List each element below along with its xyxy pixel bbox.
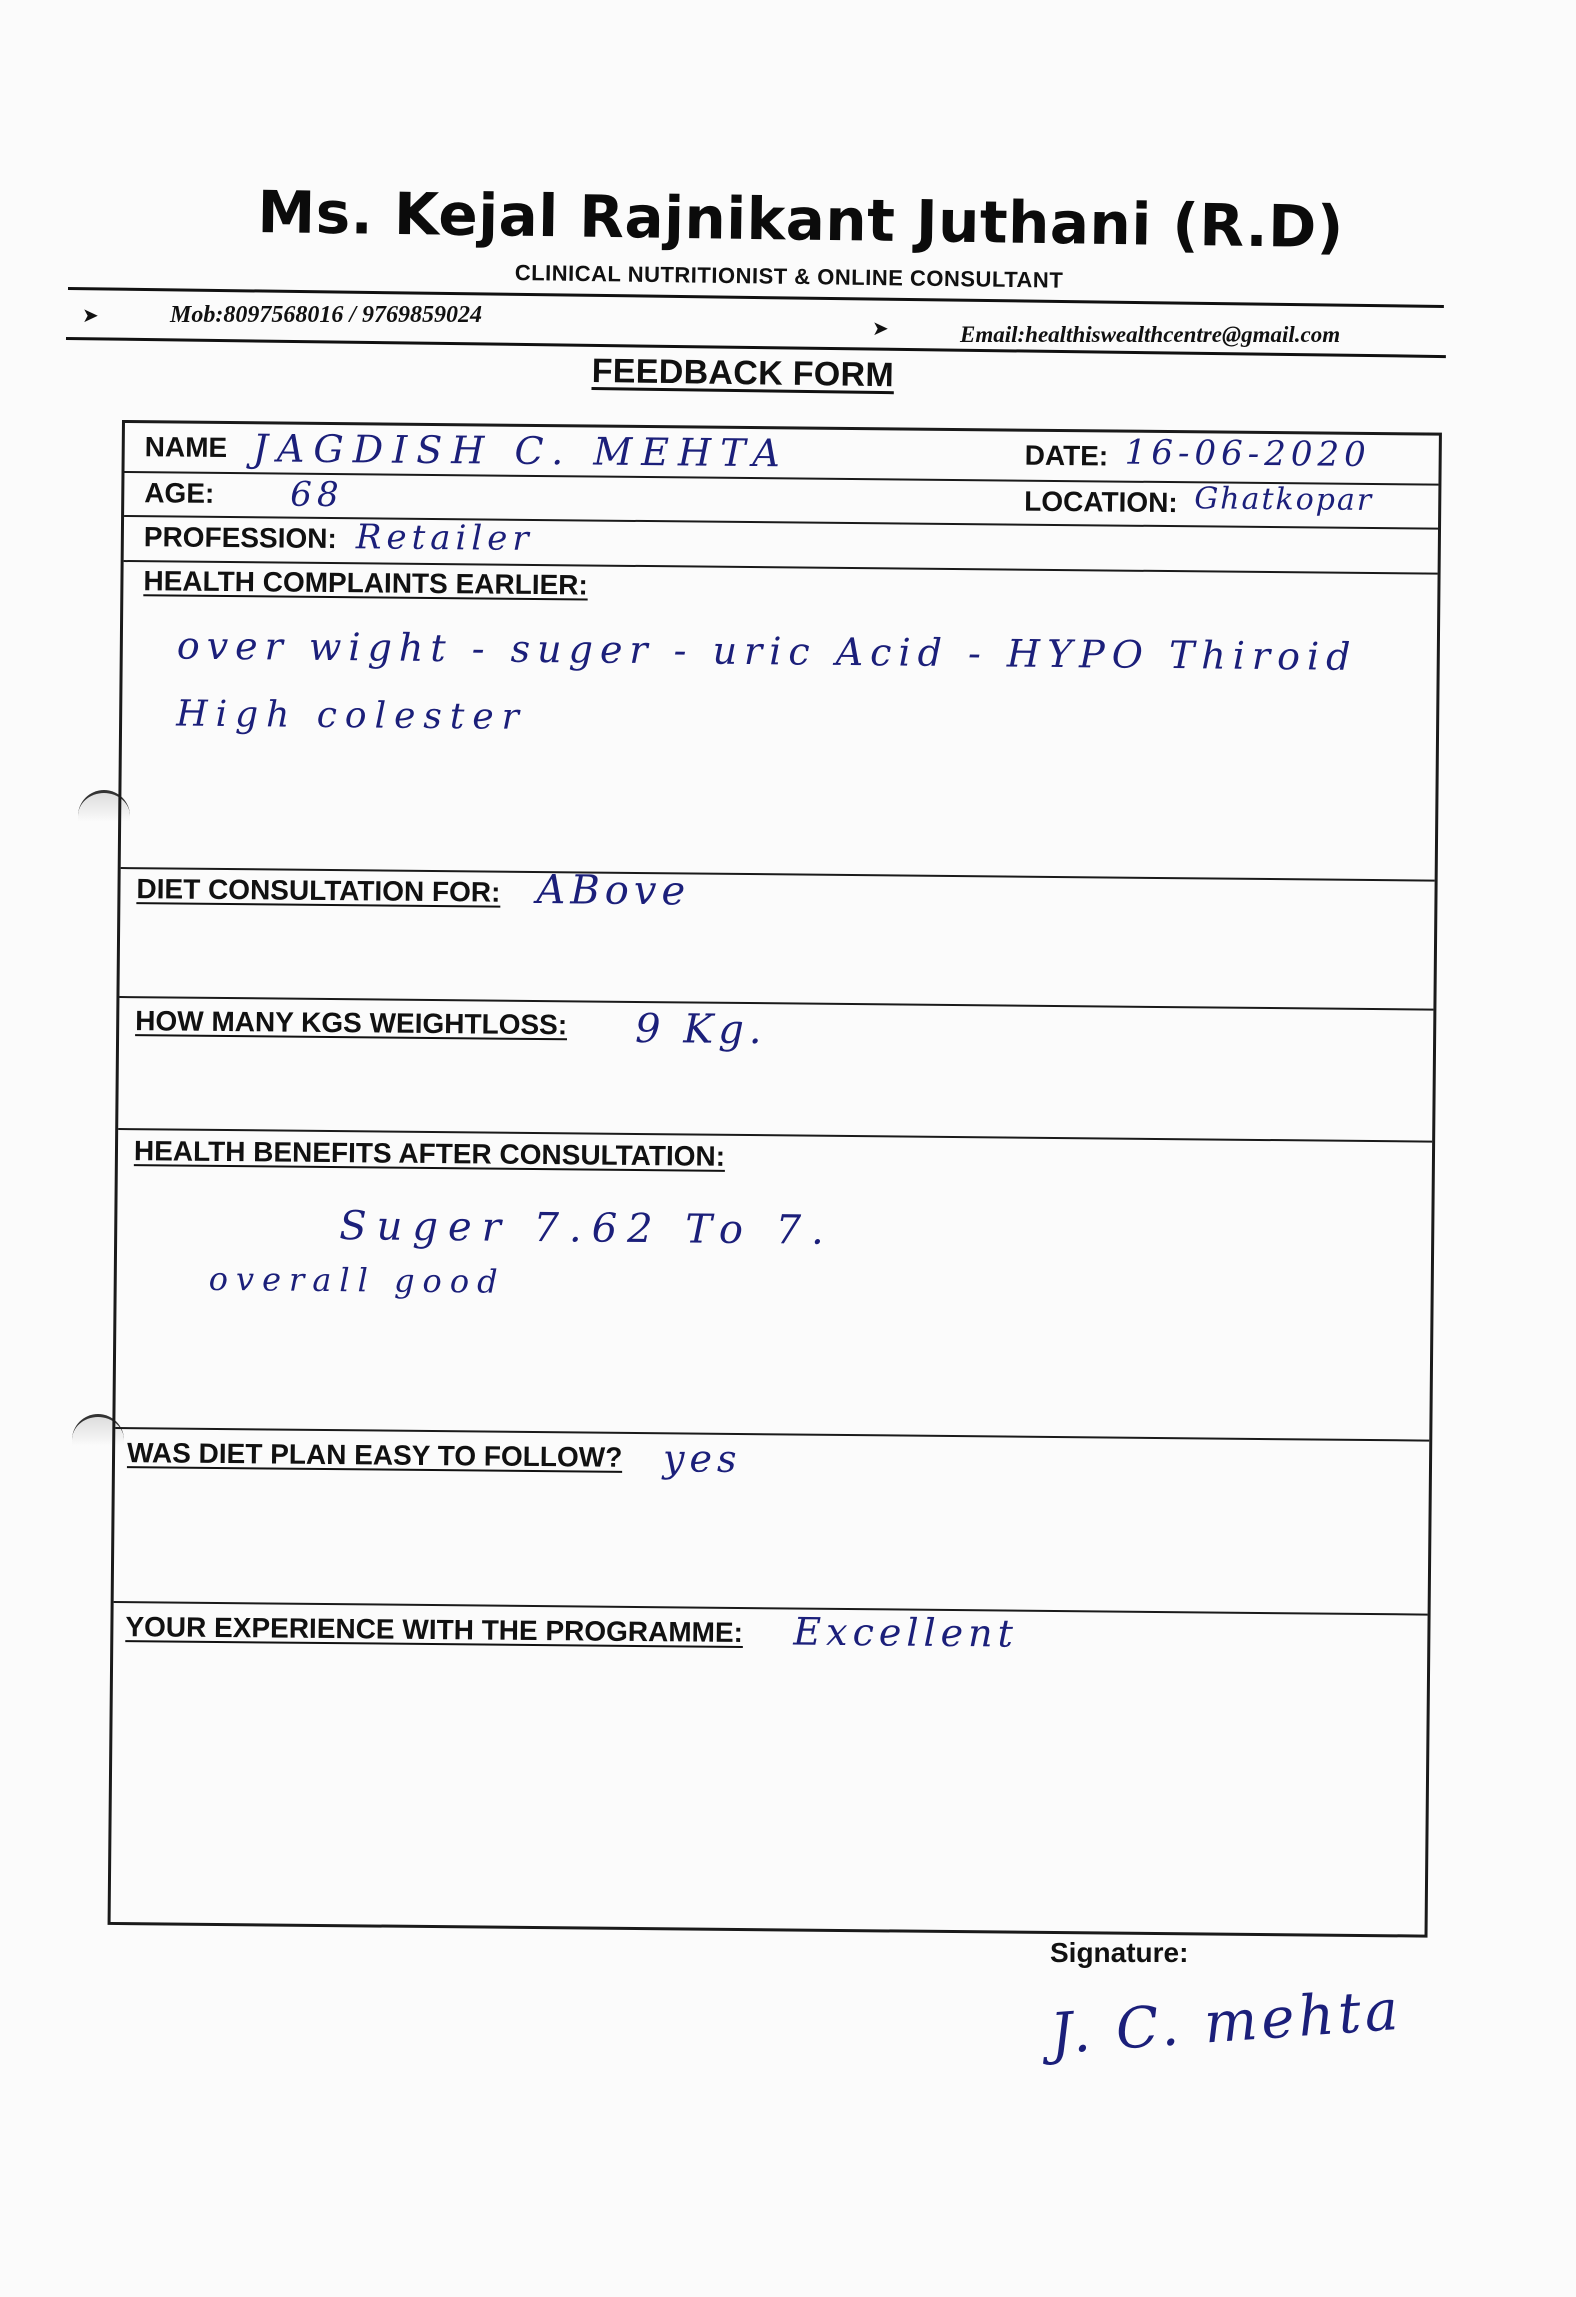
easy-to-follow-label: WAS DIET PLAN EASY TO FOLLOW? [126, 1437, 623, 1473]
consultant-subtitle: CLINICAL NUTRITIONIST & ONLINE CONSULTANT [514, 260, 1064, 293]
benefits-label: HEALTH BENEFITS AFTER CONSULTATION: [133, 1135, 726, 1172]
signature-label: Signature: [1050, 1937, 1189, 1968]
date-label: DATE: [1024, 439, 1109, 472]
complaints-line-2: High colester [175, 693, 528, 738]
mobile-numbers: Mob:8097568016 / 9769859024 [170, 302, 482, 328]
name-label: NAME [144, 431, 228, 464]
age-value: 68 [290, 474, 344, 516]
profession-label: PROFESSION: [143, 521, 337, 555]
experience-value: Excellent [793, 1609, 1019, 1656]
bullet-arrow-icon: ➤ [82, 305, 99, 327]
bullet-arrow-icon: ➤ [872, 318, 889, 340]
benefits-line-2: overall good [208, 1259, 506, 1301]
experience-label: YOUR EXPERIENCE WITH THE PROGRAMME: [125, 1611, 744, 1649]
age-label: AGE: [144, 477, 215, 509]
consultant-name-heading: Ms. Kejal Rajnikant Juthani (R.D) [257, 178, 1345, 262]
easy-to-follow-value: yes [662, 1436, 742, 1481]
complaints-line-1: over wight - suger - uric Acid - HYPO Thiroid [176, 623, 1358, 679]
benefits-line-1: Suger 7.62 To 7. [339, 1203, 835, 1254]
location-label: LOCATION: [1024, 485, 1178, 519]
profession-value: Retailer [355, 517, 534, 559]
weightloss-value: 9 Kg. [634, 1005, 767, 1054]
complaints-label: HEALTH COMPLAINTS EARLIER: [143, 565, 588, 601]
email-address: Email:healthiswealthcentre@gmail.com [960, 322, 1341, 347]
diet-consultation-value: ABove [536, 867, 691, 915]
name-value: JAGDISH C. MEHTA [252, 426, 790, 476]
feedback-form-box [108, 420, 1442, 1938]
form-title: FEEDBACK FORM [591, 352, 895, 395]
weightloss-label: HOW MANY KGS WEIGHTLOSS: [135, 1005, 568, 1041]
date-value: 16-06-2020 [1124, 432, 1371, 475]
location-value: Ghatkopar [1194, 481, 1374, 519]
diet-consultation-label: DIET CONSULTATION FOR: [136, 873, 501, 908]
signature-value: J. C. mehta [1048, 1977, 1405, 2068]
